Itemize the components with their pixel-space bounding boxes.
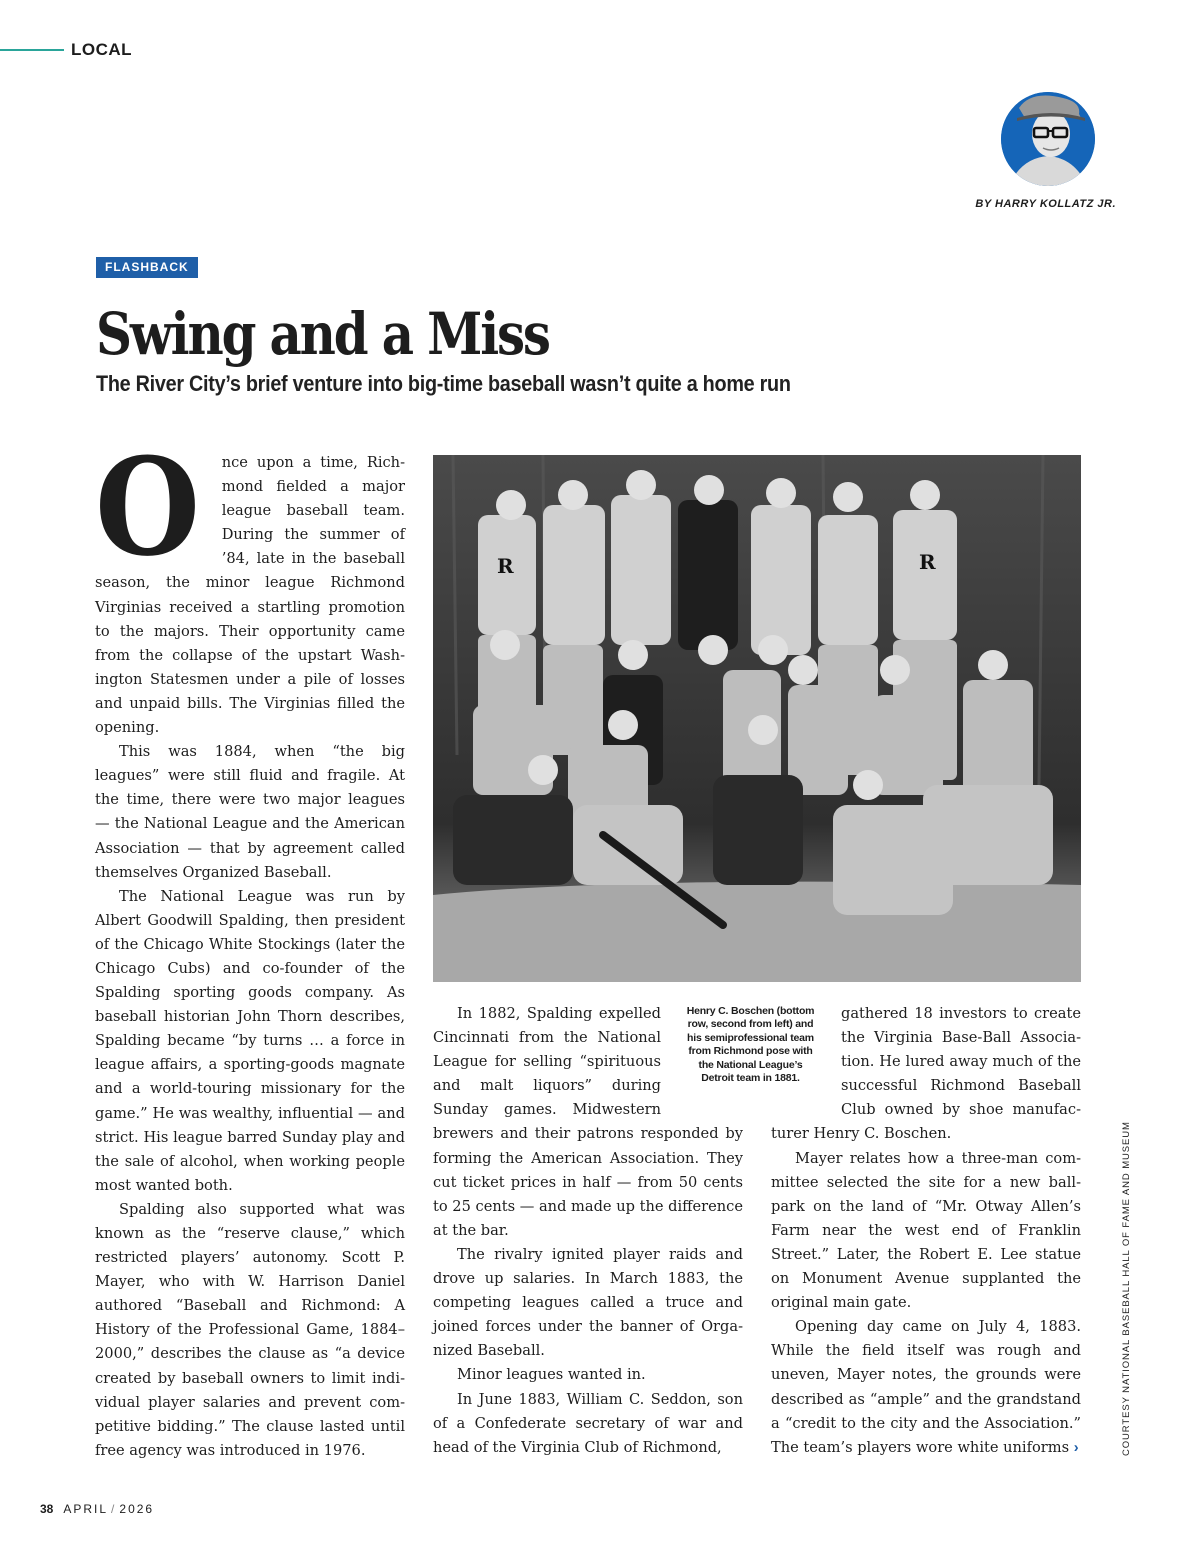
article-paragraph: In June 1883, William C. Seddon, son of a Confederate secretary of war and head of the Virginia Club of Richmond, — [433, 1390, 743, 1456]
section-label: LOCAL — [71, 40, 133, 59]
article-paragraph: The National League was run by Albert Goodwill Spalding, then president of the Chicago White Stockings (later the Chicago Cubs) and co-founder of the Spalding sporting goods company. As baseball historian John Thorn describes, Spalding became “by turns … a force in league affairs, a sporting-goods magnate and a world-touring missionary for the game.” He was wealthy, influential — and strict. His league barred Sunday play and the sale of alcohol, when working people most wanted both. — [95, 887, 405, 1194]
issue-year: 2026 — [119, 1502, 155, 1516]
photo-caption: Henry C. Boschen (bottom row, second from left) and his semiprofessional team from Richmond pose with the National League’s Detroit team in 1881. — [686, 1005, 815, 1085]
caption-wrap-space — [771, 1002, 841, 1122]
article-paragraph: This was 1884, when “the big leagues” were still fluid and fragile. At the time, there were two major leagues — the National League and the American Association — that by agreement called themselves Organized Baseball. — [95, 743, 405, 881]
section-kicker: FLASHBACK — [96, 257, 198, 278]
drop-cap: O — [95, 428, 201, 586]
dek-subheadline: The River City’s brief venture into big-time baseball wasn’t quite a home run — [96, 371, 791, 396]
jersey-letter-right: R — [919, 550, 936, 574]
folio: 38 APRIL / 2026 — [40, 1502, 155, 1516]
headline: Swing and a Miss — [96, 300, 549, 368]
article-paragraph: In 1882, Spalding expelled Cincinnati from the National League for selling “spirituous and malt liquors” during Sunday games. Midwestern brewers and their patrons responded by forming the American Association. They cut ticket prices in half — from 50 cents to 25 cents — and made up the difference at the bar. — [433, 1005, 743, 1239]
byline: BY HARRY KOLLATZ JR. — [975, 198, 1116, 210]
article-paragraph: Spalding also supported what was known as the “reserve clause,” which restricted players’ autonomy. Scott P. Mayer, who with W. Harrison Daniel authored “Baseball and Richmond: A History of the Professional Game, 1884–2000,” describes the clause as “a device created by baseball owners to limit individual player salaries and prevent competitive bidding.” The clause lasted until free agency was introduced in 1976. — [95, 1200, 405, 1459]
caption-wrap-space — [661, 1002, 743, 1122]
article-paragraph: Minor leagues wanted in. — [457, 1366, 646, 1384]
team-photo — [433, 455, 1081, 982]
article-paragraph: gathered 18 investors to create the Virginia Base-Ball Association. He lured away much of the successful Richmond Baseball Club owned by shoe manufacturer Henry C. Boschen. — [771, 1005, 1081, 1143]
article-column-3 — [771, 1002, 1081, 1460]
article-paragraph: The rivalry ignited player raids and drove up salaries. In March 1883, the competing leagues called a truce and joined forces under the banner of Organized Baseball. — [433, 1245, 743, 1360]
article-column-2 — [433, 1002, 743, 1460]
article-column-1 — [95, 428, 405, 1463]
author-avatar — [1001, 92, 1095, 186]
photo-credit: COURTESY NATIONAL BASEBALL HALL OF FAME AND MUSEUM — [1121, 1121, 1132, 1456]
page-number: 38 — [40, 1502, 54, 1516]
article-paragraph: O nce upon a time, Richmond fielded a major league baseball team. During the summer of ’84, late in the baseball season, the minor league Richmond Virginias received a startling promotion to the majors. Their opportunity came from the collapse of the upstart Washington Statesmen under a pile of losses and unpaid bills. The Virginias filled the opening. — [95, 428, 405, 737]
continue-arrow-icon: › — [1073, 1439, 1079, 1456]
jersey-letter-left: R — [497, 554, 514, 578]
issue-month: APRIL — [63, 1502, 109, 1516]
article-paragraph: Opening day came on July 4, 1883. While the field itself was rough and uneven, Mayer notes, the grounds were described as “ample” and the grandstand a “credit to the city and the Association.” The team’s players wore white uniforms › — [771, 1318, 1081, 1456]
article-paragraph: Mayer relates how a three-man committee selected the site for a new ballpark on the land of “Mr. Otway Allen’s Farm near the west end of Franklin Street.” Later, the Robert E. Lee statue on Monument Avenue supplanted the original main gate. — [771, 1149, 1081, 1312]
section-rule — [0, 49, 64, 51]
